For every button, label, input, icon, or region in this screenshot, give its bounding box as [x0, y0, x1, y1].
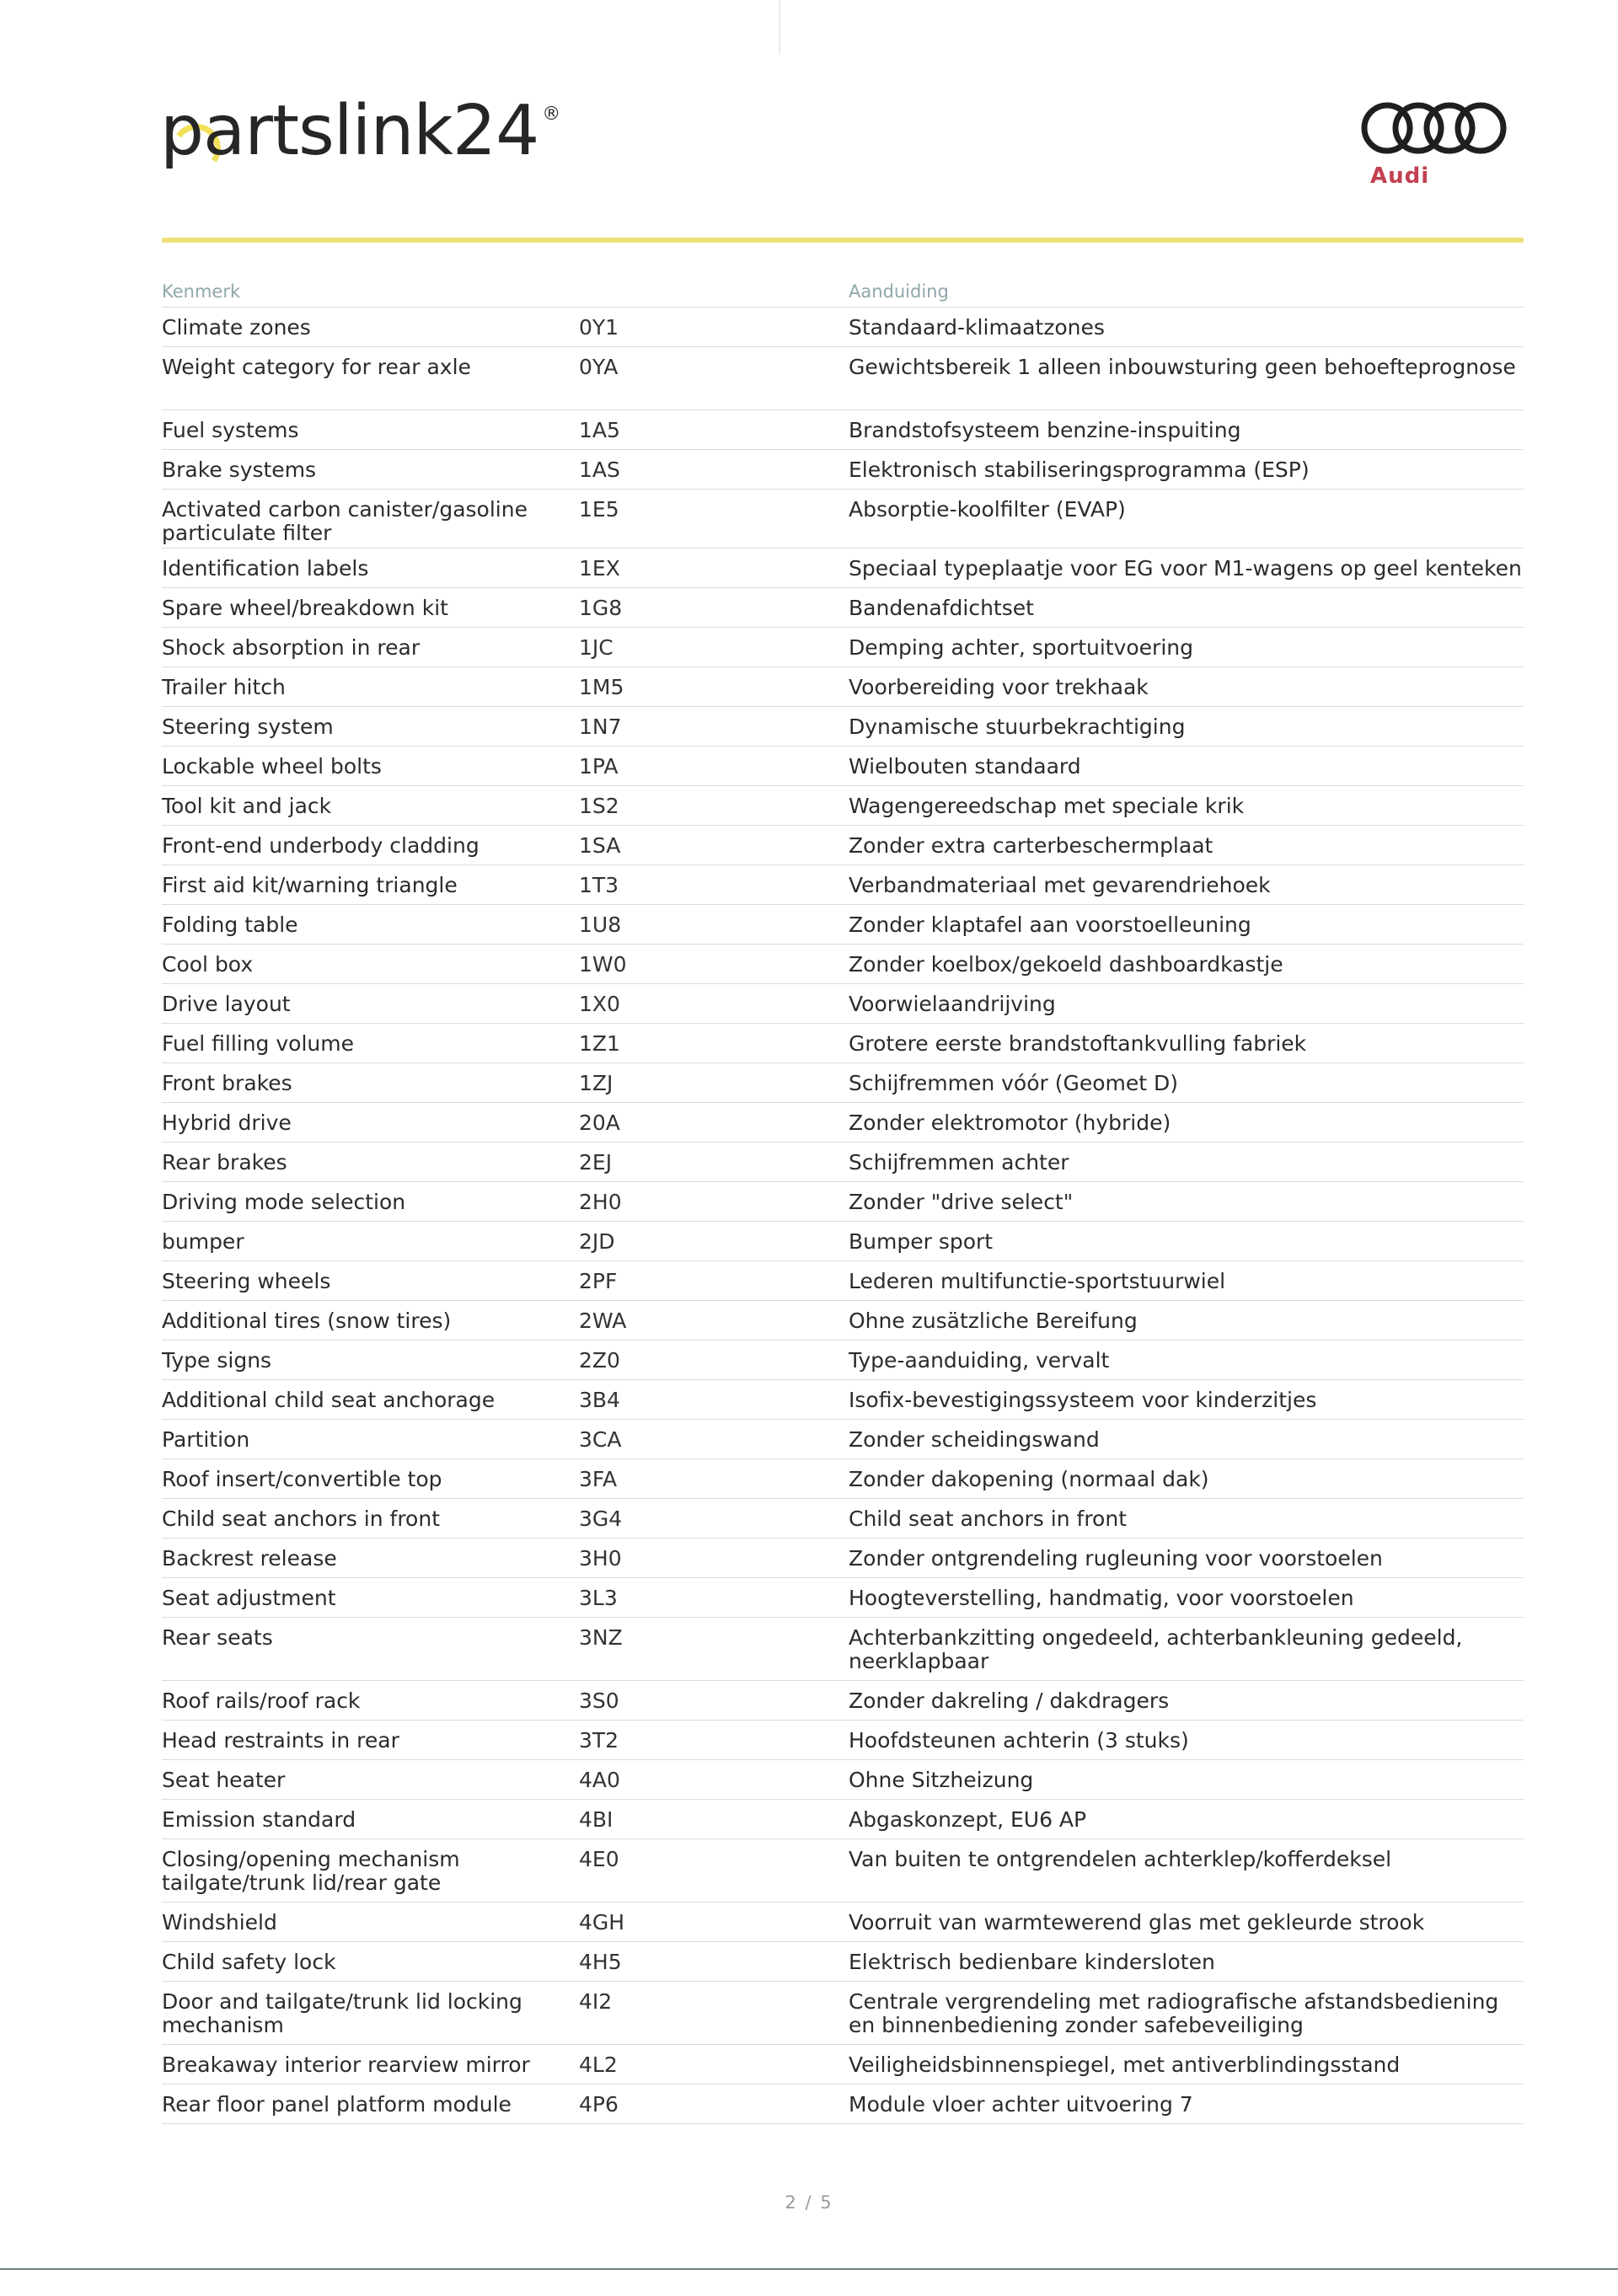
table-row [162, 1903, 1524, 1942]
partslink24-logo [160, 91, 561, 206]
description-cell: Bumper sport [849, 1229, 994, 1254]
code-cell: 1A5 [579, 418, 620, 442]
table-row [162, 308, 1524, 347]
table-row [162, 1459, 1524, 1499]
code-cell: 3H0 [579, 1546, 622, 1571]
code-cell: 2JD [579, 1229, 615, 1254]
description-cell: Isofix-bevestigingssysteem voor kinderzitjes [849, 1388, 1317, 1412]
code-cell: 4H5 [579, 1950, 622, 1974]
description-cell: Child seat anchors in front [849, 1507, 1127, 1531]
description-cell: Voorwielaandrijving [849, 992, 1056, 1016]
description-cell: Abgaskonzept, EU6 AP [849, 1807, 1087, 1832]
table-row [162, 549, 1524, 588]
code-cell: 1X0 [579, 992, 620, 1016]
feature-cell: Roof rails/roof rack [162, 1689, 361, 1713]
description-cell: Verbandmateriaal met gevarendriehoek [849, 873, 1271, 897]
description-cell: Ohne zusätzliche Bereifung [849, 1309, 1138, 1333]
code-cell: 4BI [579, 1807, 613, 1832]
description-cell: Elektronisch stabiliseringsprogramma (ESP) [849, 458, 1310, 482]
description-cell: Type-aanduiding, vervalt [849, 1348, 1110, 1373]
description-cell: Zonder extra carterbeschermplaat [849, 833, 1214, 858]
description-cell: Module vloer achter uitvoering 7 [849, 2092, 1193, 2117]
code-cell: 1PA [579, 754, 619, 779]
feature-table [162, 274, 1524, 2124]
table-row [162, 667, 1524, 707]
code-cell: 3FA [579, 1467, 618, 1491]
code-cell: 3L3 [579, 1586, 618, 1610]
table-row [162, 1760, 1524, 1800]
code-cell: 2EJ [579, 1150, 613, 1175]
description-cell: Bandenafdichtset [849, 596, 1034, 620]
table-row [162, 2045, 1524, 2085]
table-row [162, 1982, 1524, 2045]
feature-cell: Rear seats [162, 1625, 273, 1650]
code-cell: 3B4 [579, 1388, 620, 1412]
code-cell: 0YA [579, 355, 619, 379]
feature-cell: Closing/opening mechanism tailgate/trunk lid/rear gate [162, 1847, 460, 1895]
description-cell: Zonder ontgrendeling rugleuning voor voorstoelen [849, 1546, 1383, 1571]
code-cell: 2PF [579, 1269, 618, 1293]
table-row [162, 905, 1524, 945]
code-cell: 1ZJ [579, 1071, 613, 1095]
code-cell: 1E5 [579, 497, 619, 522]
registered-mark: ® [542, 104, 561, 125]
table-row [162, 1301, 1524, 1341]
description-cell: Schijfremmen achter [849, 1150, 1069, 1175]
feature-cell: Front brakes [162, 1071, 292, 1095]
table-row [162, 1942, 1524, 1982]
description-cell: Gewichtsbereik 1 alleen inbouwsturing geen behoefteprognose [849, 355, 1516, 379]
fold-mark [779, 0, 780, 54]
feature-cell: Cool box [162, 952, 254, 977]
code-cell: 1Z1 [579, 1031, 620, 1056]
page-bottom-rule [0, 2268, 1618, 2270]
description-cell: Zonder koelbox/gekoeld dashboardkastje [849, 952, 1283, 977]
code-cell: 1N7 [579, 714, 622, 739]
table-row [162, 347, 1524, 410]
feature-cell: Rear floor panel platform module [162, 2092, 512, 2117]
table-row [162, 410, 1524, 450]
table-row [162, 1222, 1524, 1261]
feature-cell: First aid kit/warning triangle [162, 873, 458, 897]
description-cell: Wagengereedschap met speciale krik [849, 794, 1245, 818]
code-cell: 3CA [579, 1427, 622, 1452]
description-cell: Dynamische stuurbekrachtiging [849, 714, 1186, 739]
code-cell: 3G4 [579, 1507, 623, 1531]
feature-cell: Driving mode selection [162, 1190, 406, 1214]
description-cell: Veiligheidsbinnenspiegel, met antiverblindingsstand [849, 2052, 1401, 2077]
feature-cell: Drive layout [162, 992, 291, 1016]
feature-cell: Hybrid drive [162, 1111, 292, 1135]
code-cell: 4P6 [579, 2092, 619, 2117]
code-cell: 2H0 [579, 1190, 622, 1214]
table-row [162, 1839, 1524, 1903]
feature-cell: Lockable wheel bolts [162, 754, 382, 779]
code-cell: 3S0 [579, 1689, 619, 1713]
feature-cell: Child safety lock [162, 1950, 336, 1974]
code-cell: 4E0 [579, 1847, 619, 1871]
feature-cell: Climate zones [162, 315, 311, 340]
feature-cell: Door and tailgate/trunk lid locking mechanism [162, 1989, 522, 2037]
feature-cell: Shock absorption in rear [162, 635, 421, 660]
description-cell: Van buiten te ontgrendelen achterklep/kofferdeksel [849, 1847, 1392, 1871]
code-cell: 3NZ [579, 1625, 623, 1650]
description-cell: Absorptie-koolfilter (EVAP) [849, 497, 1126, 522]
code-cell: 0Y1 [579, 315, 619, 340]
feature-cell: Type signs [162, 1348, 272, 1373]
code-cell: 1W0 [579, 952, 627, 977]
description-cell: Elektrisch bedienbare kindersloten [849, 1950, 1215, 1974]
table-row [162, 1182, 1524, 1222]
table-row [162, 1420, 1524, 1459]
code-cell: 1JC [579, 635, 613, 660]
feature-cell: Trailer hitch [162, 675, 286, 699]
description-cell: Zonder dakreling / dakdragers [849, 1689, 1170, 1713]
code-cell: 2WA [579, 1309, 627, 1333]
code-cell: 1AS [579, 458, 620, 482]
feature-cell: Spare wheel/breakdown kit [162, 596, 448, 620]
code-cell: 3T2 [579, 1728, 619, 1753]
code-cell: 1T3 [579, 873, 619, 897]
feature-cell: Folding table [162, 913, 298, 937]
description-cell: Zonder klaptafel aan voorstoelleuning [849, 913, 1251, 937]
page-indicator: 2 / 5 [785, 2192, 833, 2213]
feature-cell: Weight category for rear axle [162, 355, 471, 379]
feature-cell: Rear brakes [162, 1150, 287, 1175]
description-cell: Voorruit van warmtewerend glas met gekleurde strook [849, 1910, 1425, 1935]
table-row [162, 1539, 1524, 1578]
column-header-feature: Kenmerk [162, 281, 241, 302]
table-row [162, 1261, 1524, 1301]
feature-cell: Steering wheels [162, 1269, 331, 1293]
code-cell: 1S2 [579, 794, 619, 818]
feature-cell: Emission standard [162, 1807, 356, 1832]
table-row [162, 945, 1524, 984]
table-row [162, 1578, 1524, 1618]
column-header-description: Aanduiding [849, 281, 949, 302]
feature-cell: Front-end underbody cladding [162, 833, 480, 858]
table-row [162, 2085, 1524, 2124]
feature-cell: Head restraints in rear [162, 1728, 399, 1753]
description-cell: Grotere eerste brandstoftankvulling fabriek [849, 1031, 1307, 1056]
code-cell: 2Z0 [579, 1348, 620, 1373]
code-cell: 20A [579, 1111, 620, 1135]
feature-cell: Windshield [162, 1910, 277, 1935]
description-cell: Centrale vergrendeling met radiografische afstandsbediening en binnenbediening zonder safebeveiliging [849, 1989, 1499, 2037]
table-row [162, 1380, 1524, 1420]
table-row [162, 1341, 1524, 1380]
code-cell: 1SA [579, 833, 621, 858]
code-cell: 1U8 [579, 913, 622, 937]
header-divider [162, 238, 1524, 243]
description-cell: Zonder elektromotor (hybride) [849, 1111, 1171, 1135]
description-cell: Zonder "drive select" [849, 1190, 1074, 1214]
feature-cell: Tool kit and jack [162, 794, 332, 818]
table-row [162, 747, 1524, 786]
table-body [162, 308, 1524, 2124]
feature-cell: Partition [162, 1427, 250, 1452]
code-cell: 4GH [579, 1910, 625, 1935]
feature-cell: Fuel systems [162, 418, 299, 442]
table-row [162, 1681, 1524, 1721]
table-row [162, 1721, 1524, 1760]
description-cell: Achterbankzitting ongedeeld, achterbankleuning gedeeld, neerklapbaar [849, 1625, 1463, 1673]
make-label: Audi [1370, 163, 1430, 189]
code-cell: 4L2 [579, 2052, 618, 2077]
feature-cell: Brake systems [162, 458, 317, 482]
code-cell: 4I2 [579, 1989, 613, 2014]
feature-cell: Breakaway interior rearview mirror [162, 2052, 530, 2077]
description-cell: Brandstofsysteem benzine-inspuiting [849, 418, 1241, 442]
table-row [162, 628, 1524, 667]
feature-cell: Activated carbon canister/gasoline particulate filter [162, 497, 528, 545]
code-cell: 4A0 [579, 1768, 620, 1792]
feature-cell: bumper [162, 1229, 244, 1254]
feature-cell: Identification labels [162, 556, 369, 581]
table-row [162, 450, 1524, 490]
feature-cell: Fuel filling volume [162, 1031, 354, 1056]
table-row [162, 786, 1524, 826]
description-cell: Standaard-klimaatzones [849, 315, 1105, 340]
table-row [162, 1800, 1524, 1839]
table-header [162, 274, 1524, 308]
table-row [162, 588, 1524, 628]
code-cell: 1EX [579, 556, 620, 581]
feature-cell: Child seat anchors in front [162, 1507, 440, 1531]
description-cell: Wielbouten standaard [849, 754, 1081, 779]
feature-cell: Seat adjustment [162, 1586, 336, 1610]
table-row [162, 1618, 1524, 1681]
table-row [162, 984, 1524, 1024]
description-cell: Hoogteverstelling, handmatig, voor voorstoelen [849, 1586, 1354, 1610]
feature-cell: Additional child seat anchorage [162, 1388, 496, 1412]
feature-cell: Seat heater [162, 1768, 286, 1792]
table-row [162, 707, 1524, 747]
feature-cell: Steering system [162, 714, 334, 739]
table-row [162, 490, 1524, 549]
code-cell: 1G8 [579, 596, 623, 620]
table-row [162, 1143, 1524, 1182]
description-cell: Ohne Sitzheizung [849, 1768, 1034, 1792]
description-cell: Zonder scheidingswand [849, 1427, 1100, 1452]
table-row [162, 1103, 1524, 1143]
table-row [162, 1063, 1524, 1103]
audi-rings-icon [1358, 99, 1510, 157]
code-cell: 1M5 [579, 675, 624, 699]
audi-logo [1358, 99, 1519, 189]
description-cell: Speciaal typeplaatje voor EG voor M1-wagens op geel kenteken [849, 556, 1522, 581]
description-cell: Demping achter, sportuitvoering [849, 635, 1193, 660]
table-row [162, 1499, 1524, 1539]
logo-text: partslink24 [160, 91, 539, 171]
table-row [162, 826, 1524, 865]
feature-cell: Backrest release [162, 1546, 337, 1571]
feature-cell: Roof insert/convertible top [162, 1467, 442, 1491]
description-cell: Zonder dakopening (normaal dak) [849, 1467, 1209, 1491]
description-cell: Schijfremmen vóór (Geomet D) [849, 1071, 1179, 1095]
feature-cell: Additional tires (snow tires) [162, 1309, 452, 1333]
description-cell: Hoofdsteunen achterin (3 stuks) [849, 1728, 1189, 1753]
description-cell: Voorbereiding voor trekhaak [849, 675, 1149, 699]
table-row [162, 1024, 1524, 1063]
table-row [162, 865, 1524, 905]
description-cell: Lederen multifunctie-sportstuurwiel [849, 1269, 1226, 1293]
